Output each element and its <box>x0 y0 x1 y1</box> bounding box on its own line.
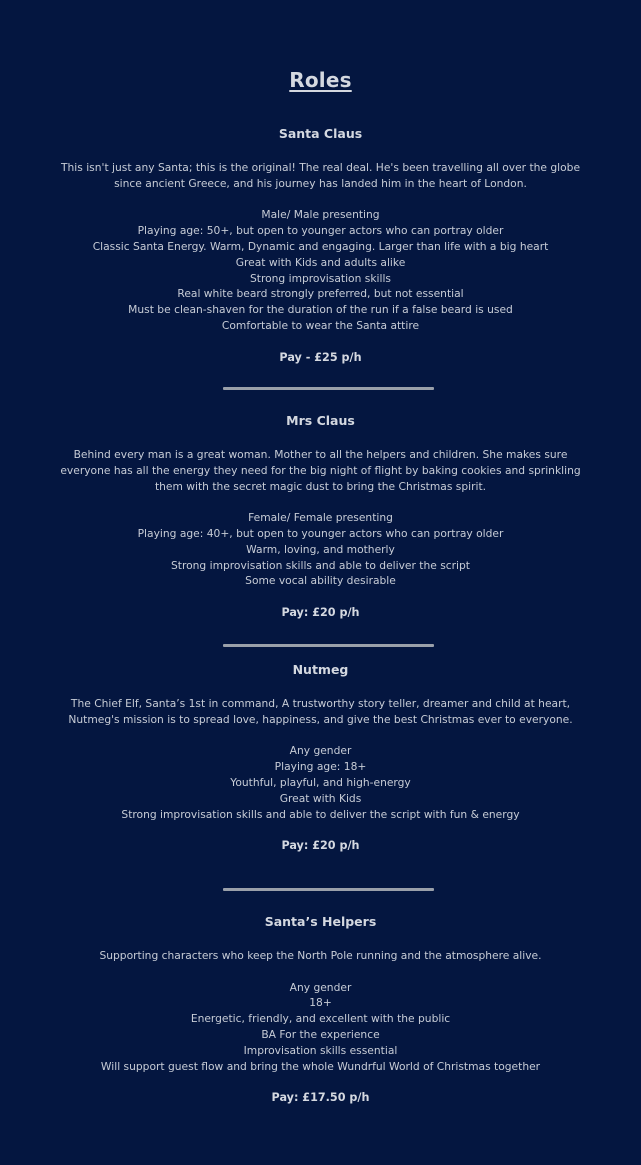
description-line: Behind every man is a great woman. Mother to all the helpers and children. She makes sure <box>73 448 568 461</box>
description-line: The Chief Elf, Santa’s 1st in command, A trustworthy story teller, dreamer and child at heart, <box>70 697 571 710</box>
role-requirements <box>0 743 641 822</box>
requirement-line: Comfortable to wear the Santa attire <box>221 318 420 332</box>
requirement-line: Male/ Male presenting <box>261 208 380 222</box>
requirement-line: Some vocal ability desirable <box>245 574 396 588</box>
requirement-line: 18+ <box>309 996 332 1010</box>
requirement-line: Great with Kids and adults alike <box>235 255 406 269</box>
description-line: Nutmeg's mission is to spread love, happiness, and give the best Christmas ever to everyone. <box>68 712 573 726</box>
requirement-line: Youthful, playful, and high-energy <box>230 775 411 789</box>
role-santa-claus <box>0 126 641 366</box>
requirement-line: Great with Kids <box>279 791 362 805</box>
description-line: This isn't just any Santa; this is the original! The real deal. He's been travelling all over the globe <box>60 161 581 174</box>
requirement-line: Any gender <box>289 744 352 758</box>
role-name: Mrs Claus <box>286 413 355 428</box>
requirement-line: Will support guest flow and bring the whole Wundrful World of Christmas together <box>100 1059 541 1073</box>
role-description <box>0 696 641 728</box>
role-name: Santa’s Helpers <box>264 914 377 929</box>
section-divider <box>223 644 434 647</box>
requirement-line: Strong improvisation skills <box>249 271 391 285</box>
requirement-line: BA For the experience <box>261 1027 380 1041</box>
role-description <box>0 447 641 494</box>
requirement-line: Energetic, friendly, and excellent with the public <box>190 1012 451 1026</box>
role-pay: Pay: £20 p/h <box>281 839 360 853</box>
description-line: Supporting characters who keep the North Pole running and the atmosphere alive. <box>99 949 542 962</box>
role-description <box>0 948 641 964</box>
role-pay: Pay: £20 p/h <box>281 606 360 620</box>
role-name: Santa Claus <box>278 126 363 141</box>
requirement-line: Warm, loving, and motherly <box>246 542 395 556</box>
requirement-line: Playing age: 40+, but open to younger actors who can portray older <box>137 526 504 540</box>
requirement-line: Improvisation skills essential <box>243 1043 398 1057</box>
role-nutmeg <box>0 662 641 854</box>
role-requirements <box>0 980 641 1075</box>
page-title: Roles <box>289 68 352 92</box>
description-line: them with the secret magic dust to bring the Christmas spirit. <box>154 479 487 493</box>
requirement-line: Female/ Female presenting <box>248 511 393 525</box>
role-mrs-claus <box>0 413 641 621</box>
role-pay: Pay: £17.50 p/h <box>271 1091 370 1105</box>
role-description <box>0 160 641 192</box>
requirement-line: Strong improvisation skills and able to deliver the script with fun & energy <box>121 807 520 821</box>
requirement-line: Playing age: 18+ <box>274 760 367 774</box>
description-line: since ancient Greece, and his journey has landed him in the heart of London. <box>114 176 527 190</box>
requirement-line: Any gender <box>289 980 352 994</box>
requirement-line: Classic Santa Energy. Warm, Dynamic and engaging. Larger than life with a big heart <box>92 239 549 253</box>
role-requirements <box>0 207 641 333</box>
role-santas-helpers <box>0 914 641 1106</box>
section-divider <box>223 888 434 891</box>
requirement-line: Playing age: 50+, but open to younger actors who can portray older <box>137 224 504 238</box>
role-name: Nutmeg <box>292 662 349 677</box>
requirement-line: Strong improvisation skills and able to deliver the script <box>170 558 470 572</box>
requirement-line: Must be clean-shaven for the duration of the run if a false beard is used <box>128 303 513 317</box>
role-pay: Pay - £25 p/h <box>279 350 362 364</box>
section-divider <box>223 387 434 390</box>
requirement-line: Real white beard strongly preferred, but not essential <box>177 287 464 301</box>
role-requirements <box>0 510 641 589</box>
description-line: everyone has all the energy they need for the big night of flight by baking cookies and sprinkling <box>60 463 581 477</box>
